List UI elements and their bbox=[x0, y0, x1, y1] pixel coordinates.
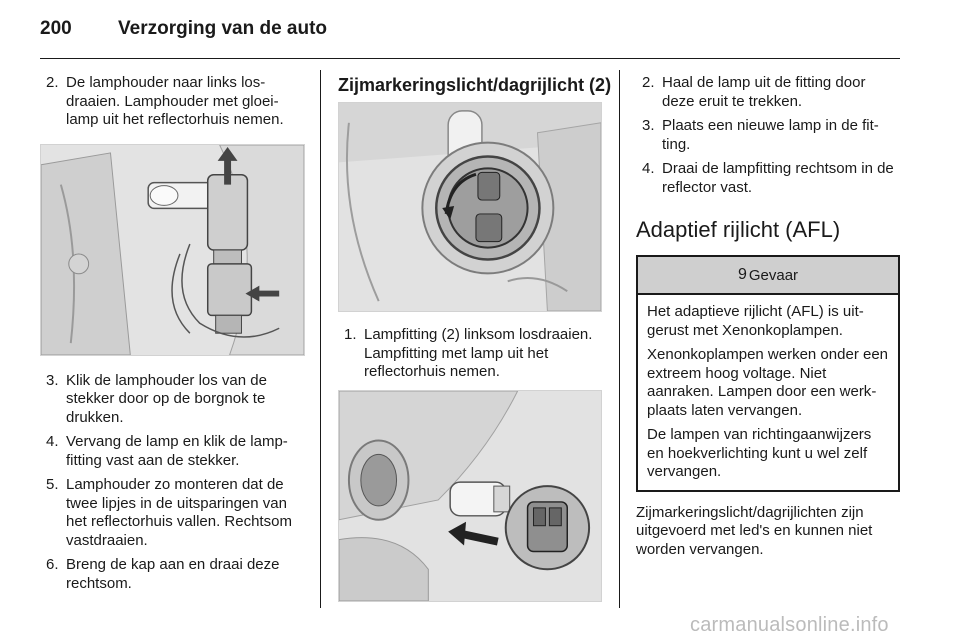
list-item: 4. Vervang de lamp en klik de lampfitting vast aan de stekker. bbox=[46, 433, 288, 469]
page-title: Verzorging van de auto bbox=[118, 18, 328, 39]
warning-body bbox=[638, 295, 898, 490]
steps-list-1b bbox=[40, 372, 305, 594]
list-item: 3. Klik de lamphouder los van de stekker door op de borgnok te drukken. bbox=[46, 371, 267, 426]
list-item: 5. Lamphouder zo monteren dat de twee lipjes in de uitsparingen van het reflectorhuis vallen. Rechtsom vastdraaien. bbox=[46, 476, 292, 549]
bulb-removal-drawing bbox=[339, 391, 601, 601]
column-divider-right bbox=[619, 70, 620, 608]
column-divider-left bbox=[320, 70, 321, 608]
header-divider bbox=[40, 58, 900, 59]
warning-paragraph: Het adaptieve rijlicht (AFL) is uitgerust met Xenonkoplampen. bbox=[647, 303, 864, 339]
column-2 bbox=[338, 74, 612, 602]
column-3 bbox=[636, 74, 902, 559]
list-item: 2. Haal de lamp uit de fitting door deze eruit te trekken. bbox=[642, 74, 866, 110]
section-heading-afl: Adaptief rijlicht (AFL) bbox=[636, 217, 841, 242]
warning-header bbox=[638, 257, 898, 295]
warning-paragraph: Xenonkoplampen werken onder een extreem hoog voltage. Niet aanraken. Lampen door een werkplaats laten vervangen. bbox=[647, 346, 889, 419]
headlamp-bulb-holder-illustration bbox=[40, 144, 305, 356]
list-item: 1. Lampfitting (2) linksom losdraaien. Lampfitting met lamp uit het reflectorhuis nemen. bbox=[344, 326, 593, 380]
column-1 bbox=[40, 74, 305, 599]
watermark: carmanualsonline.info bbox=[690, 614, 889, 636]
danger-warning-box bbox=[636, 255, 900, 492]
list-item: 6. Breng de kap aan en draai deze rechtsom. bbox=[46, 556, 280, 592]
list-item: 3. Plaats een nieuwe lamp in de fitting. bbox=[642, 117, 879, 153]
steps-list-2 bbox=[338, 326, 604, 382]
warning-label: Gevaar bbox=[748, 266, 799, 284]
lamp-socket-drawing bbox=[339, 103, 601, 311]
warning-paragraph: De lampen van richtingaanwijzers en hoekverlichting kunt u wel zelf vervangen. bbox=[647, 426, 872, 480]
page-header bbox=[40, 18, 327, 48]
lamp-socket-rotation-illustration bbox=[338, 102, 602, 312]
steps-list-3 bbox=[636, 74, 902, 197]
bulb-holder-drawing bbox=[41, 145, 304, 355]
section-heading-side-marker: Zijmarkeringslicht/dagrijlicht (2) bbox=[338, 75, 612, 95]
led-note: Zijmarkeringslicht/dagrijlichten zijn uitgevoerd met led's en kunnen niet worden vervangen. bbox=[636, 503, 873, 558]
bulb-removal-illustration bbox=[338, 390, 602, 602]
steps-list-1a bbox=[40, 74, 305, 130]
list-item: 4. Draai de lampfitting rechtsom in de reflector vast. bbox=[642, 160, 894, 196]
warning-icon: 9 bbox=[737, 266, 747, 283]
page-number: 200 bbox=[40, 18, 72, 39]
list-item: 2. De lamphouder naar links losdraaien. Lamphouder met gloeilamp uit het reflectorhuis nemen. bbox=[46, 74, 284, 128]
